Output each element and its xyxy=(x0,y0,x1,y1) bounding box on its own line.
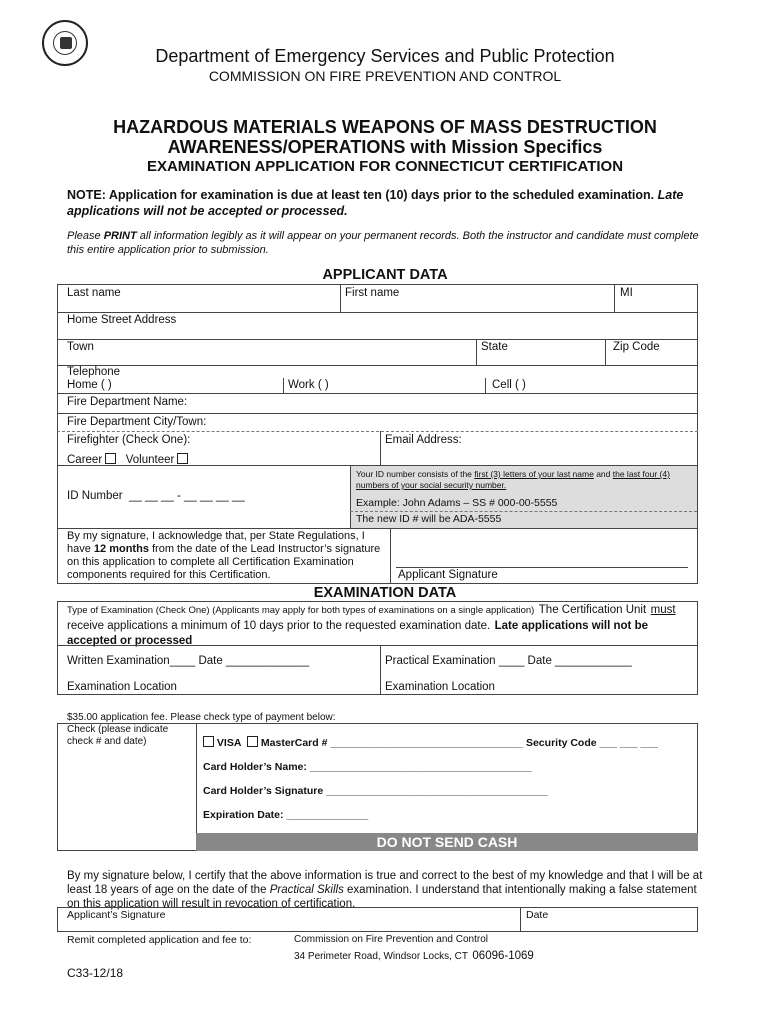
applicant-signature-label: Applicant Signature xyxy=(398,569,498,581)
fee-text: $35.00 application fee. Please check type of payment below: xyxy=(67,712,336,723)
applicant-final-signature-field[interactable]: Applicant’s Signature xyxy=(67,909,166,921)
print-word: PRINT xyxy=(103,230,137,242)
id-info-and: and xyxy=(596,469,611,479)
career-label: Career xyxy=(67,454,103,466)
certify-practical-skills: Practical Skills xyxy=(269,884,344,896)
home-phone-field[interactable]: Home ( ) xyxy=(67,379,112,391)
practical-location-field[interactable]: Examination Location xyxy=(385,681,495,693)
form-title-line2: AWARENESS/OPERATIONS with Mission Specifics xyxy=(167,137,603,157)
mi-field[interactable]: MI xyxy=(620,287,633,299)
id-number-field[interactable] xyxy=(67,490,245,502)
security-code-field[interactable]: Security Code ___ ___ ___ xyxy=(525,737,658,749)
remit-organization: Commission on Fire Prevention and Control xyxy=(294,934,488,945)
print-prefix: Please xyxy=(67,230,101,242)
written-exam-field[interactable]: Written Examination____ Date _____________ xyxy=(67,655,310,667)
id-number-blanks[interactable]: __ __ __ - __ __ __ __ xyxy=(129,490,245,502)
card-holder-name-field[interactable]: Card Holder’s Name: ______________________________________ xyxy=(203,761,532,773)
examination-data-heading: EXAMINATION DATA xyxy=(313,585,457,601)
certification-statement xyxy=(67,869,707,911)
last-name-field[interactable]: Last name xyxy=(67,287,121,299)
expiration-date-field[interactable]: Expiration Date: ______________ xyxy=(203,809,369,821)
applicant-signature-line[interactable] xyxy=(396,567,688,568)
remit-address-street: 34 Perimeter Road, Windsor Locks, CT xyxy=(294,951,468,962)
visa-checkbox[interactable] xyxy=(203,736,214,747)
ack-12-months: 12 months xyxy=(93,543,149,555)
deadline-note-bold: NOTE: Application for examination is due at least ten (10) days prior to the scheduled examination. xyxy=(67,188,655,202)
certify-text-2: examination. I understand that intentionally making a false statement on this application will result in revocation of certification. xyxy=(67,884,697,910)
signature-date-field[interactable]: Date xyxy=(526,909,549,921)
applicant-data-heading: APPLICANT DATA xyxy=(322,267,448,283)
ack-text-1: By my signature, I acknowledge that, per State Regulations, I have xyxy=(67,530,365,555)
remit-address-zip: 06096-1069 xyxy=(472,950,534,962)
form-code: C33-12/18 xyxy=(67,966,124,980)
mastercard-checkbox[interactable] xyxy=(247,736,258,747)
deadline-note-italic: Late applications will not be accepted or processed. xyxy=(67,188,684,218)
visa-label: VISA xyxy=(216,737,242,749)
exam-type-text xyxy=(67,602,692,648)
fire-department-city-field[interactable]: Fire Department City/Town: xyxy=(67,416,207,428)
card-holder-signature-field[interactable]: Card Holder’s Signature ______________________________________ xyxy=(203,785,549,797)
exam-type-large: The Certification Unit xyxy=(538,604,647,616)
id-info-text xyxy=(356,469,691,491)
exam-must: must xyxy=(650,604,676,616)
town-field[interactable]: Town xyxy=(67,341,94,353)
street-address-field[interactable]: Home Street Address xyxy=(67,314,177,326)
written-location-field[interactable]: Examination Location xyxy=(67,681,177,693)
work-phone-field[interactable]: Work ( ) xyxy=(288,379,329,391)
mastercard-number-field[interactable]: MasterCard # _________________________________ xyxy=(260,737,524,749)
certify-text-1: By my signature below, I certify that the above information is true and correct to the best of my knowledge and that I will be at least 18 years of age on the date of the xyxy=(67,870,703,896)
print-instructions xyxy=(67,229,707,257)
career-checkbox[interactable] xyxy=(105,453,116,464)
remit-label: Remit completed application and fee to: xyxy=(67,934,252,946)
acknowledgement-text xyxy=(67,530,385,582)
do-not-send-cash-banner: DO NOT SEND CASH xyxy=(196,833,698,851)
exam-type-small: Type of Examination (Check One) (Applicants may apply for both types of examinations on a single application) xyxy=(67,605,535,616)
exam-late-bold: Late applications will not be accepted or processed xyxy=(67,620,648,647)
card-type-row xyxy=(203,736,658,749)
practical-exam-field[interactable]: Practical Examination ____ Date ____________ xyxy=(385,655,632,667)
deadline-note xyxy=(67,187,707,219)
form-title-line1: HAZARDOUS MATERIALS WEAPONS OF MASS DESTRUCTION xyxy=(113,117,657,137)
check-payment-field[interactable]: Check (please indicate check # and date) xyxy=(67,724,169,747)
ack-text-2: from the date of the Lead Instructor’s signature on this application to complete all Certification Examination components required for this Certification. xyxy=(67,543,381,581)
print-suffix: Both the instructor and candidate must complete this entire application prior to submission. xyxy=(67,230,699,256)
id-info-last4: the last four (4) numbers of your social security number. xyxy=(356,469,670,490)
id-info-1: Your ID number consists of the xyxy=(356,469,472,479)
zip-code-field[interactable]: Zip Code xyxy=(613,341,660,353)
exam-type-rest: receive applications a minimum of 10 days prior to the requested examination date. xyxy=(67,620,491,632)
volunteer-checkbox[interactable] xyxy=(177,453,188,464)
fire-department-name-field[interactable]: Fire Department Name: xyxy=(67,396,188,408)
remit-address xyxy=(294,946,534,964)
department-title: Department of Emergency Services and Public Protection xyxy=(155,46,615,66)
state-field[interactable]: State xyxy=(481,341,508,353)
firefighter-type-label: Firefighter (Check One): xyxy=(67,434,191,446)
id-number-label: ID Number xyxy=(67,490,123,502)
email-address-field[interactable]: Email Address: xyxy=(385,434,462,446)
id-example: Example: John Adams – SS # 000-00-5555 xyxy=(356,497,558,509)
volunteer-label: Volunteer xyxy=(125,454,175,466)
id-new-example: The new ID # will be ADA-5555 xyxy=(356,513,502,525)
id-info-first3: first (3) letters of your last name xyxy=(474,469,594,479)
print-middle: all information legibly as it will appear on your permanent records. xyxy=(139,230,460,242)
cell-phone-field[interactable]: Cell ( ) xyxy=(492,379,526,391)
form-title-line3: EXAMINATION APPLICATION FOR CONNECTICUT CERTIFICATION xyxy=(146,158,624,175)
commission-title: COMMISSION ON FIRE PREVENTION AND CONTROL xyxy=(208,68,562,84)
first-name-field[interactable]: First name xyxy=(345,287,400,299)
telephone-label: Telephone xyxy=(67,366,121,378)
